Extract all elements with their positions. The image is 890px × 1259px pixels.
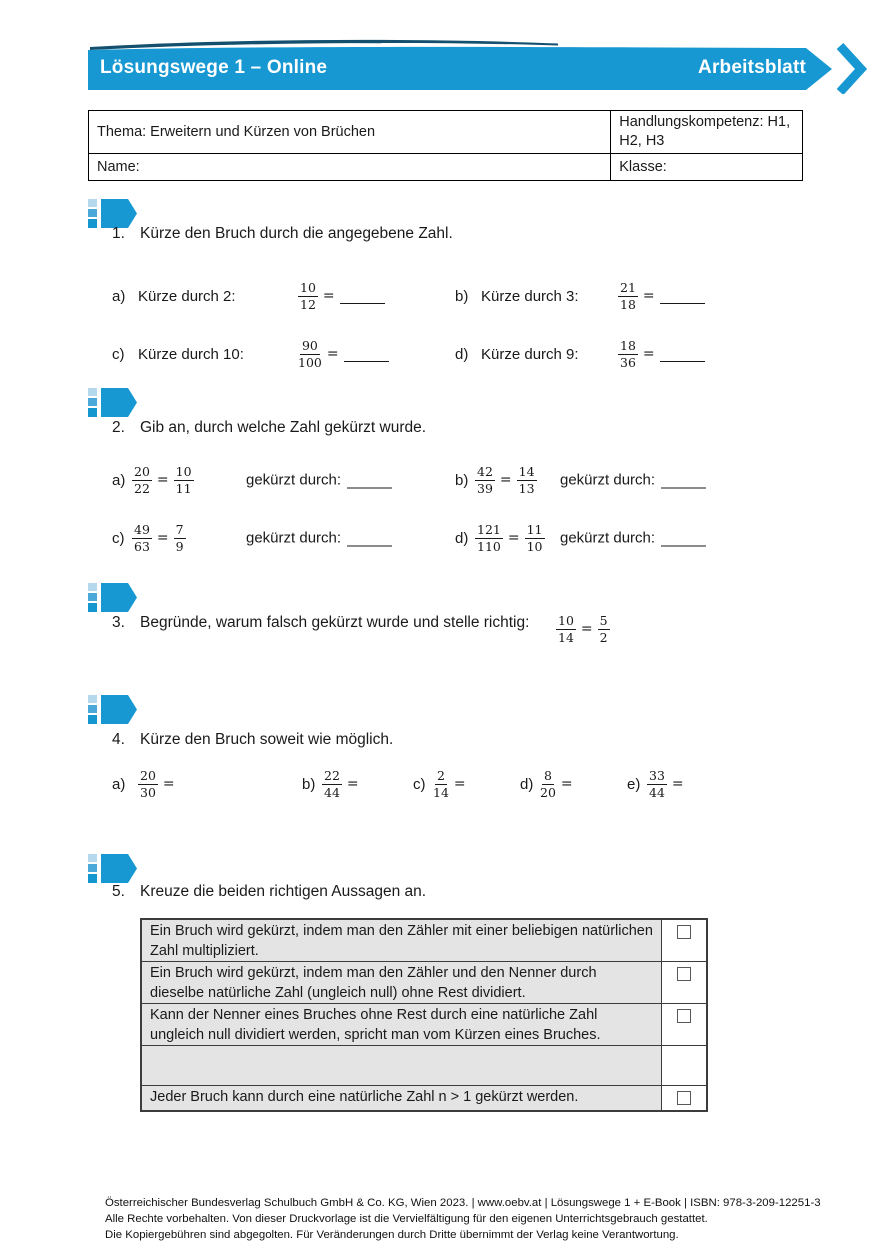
icon-square-dark: [88, 408, 97, 417]
equals-sign: =: [560, 776, 573, 792]
info-row-thema: [89, 111, 803, 154]
exercise-item-fraction: [556, 606, 610, 652]
equals-sign: =: [499, 472, 512, 488]
checkbox[interactable]: [677, 925, 691, 939]
fraction-denominator: 30: [140, 784, 156, 800]
fraction-denominator: 36: [620, 354, 636, 370]
gekuerzt-durch-group: [560, 472, 706, 489]
checkbox[interactable]: [677, 967, 691, 981]
exercise-item-d: [520, 761, 578, 807]
footer-line-3: Die Kopiergebühren sind abgegolten. Für Veränderungen durch Dritte übernimmt der Verlag keine Verantwortung.: [105, 1228, 679, 1241]
footer-line-1: Österreichischer Bundesverlag Schulbuch GmbH & Co. KG, Wien 2023. | www.oebv.at | Lösungswege 1 + E-Book | ISBN: 978-3-209-12251-3: [105, 1197, 821, 1209]
icon-pen-shape: [101, 695, 137, 724]
exercise-4: [88, 695, 828, 825]
exercise-4-title: [112, 731, 393, 749]
icon-pen-shape: [101, 199, 137, 228]
item-label: b): [455, 287, 469, 305]
checkbox[interactable]: [677, 1091, 691, 1105]
icon-square-light: [88, 199, 97, 207]
checkbox-cell: [662, 919, 708, 962]
icon-square-mid: [88, 398, 97, 406]
fraction: [475, 523, 503, 554]
fraction: [433, 769, 449, 800]
fraction-denominator: 14: [558, 629, 574, 645]
icon-square-light: [88, 388, 97, 396]
fraction-denominator: 39: [477, 480, 493, 496]
fraction: [174, 523, 186, 554]
checkbox-cell: [662, 962, 708, 1004]
checkbox-cell: [662, 1004, 708, 1046]
equals-sign: =: [322, 288, 335, 304]
equals-sign: =: [326, 346, 339, 362]
gekuerzt-durch-label: gekürzt durch:: [246, 529, 342, 547]
fraction-denominator: 63: [134, 538, 150, 554]
exercise-item-b: [455, 273, 705, 319]
statement-text: [141, 1046, 662, 1086]
fraction-numerator: 8: [543, 767, 552, 783]
icon-square-light: [88, 854, 97, 862]
exercise-item-b: [302, 761, 364, 807]
name-cell: Name:: [89, 154, 611, 181]
fraction: [618, 339, 638, 370]
gekuerzt-durch-label: gekürzt durch:: [560, 471, 656, 489]
exercise-item-a: [112, 273, 385, 319]
icon-pen-shape: [101, 583, 137, 612]
fraction-denominator: 44: [324, 784, 340, 800]
gekuerzt-durch-group: [560, 530, 706, 547]
icon-square-dark: [88, 219, 97, 228]
fraction-numerator: 7: [175, 521, 184, 537]
fraction-numerator: 20: [134, 463, 150, 479]
answer-blank: [347, 530, 392, 546]
exercise-item-a: [112, 457, 442, 503]
fraction: [556, 614, 576, 645]
fraction-numerator: 18: [620, 337, 636, 353]
answer-blank: [660, 288, 705, 304]
fraction: [174, 465, 194, 496]
item-label: c): [112, 345, 125, 363]
fraction-numerator: 10: [175, 463, 192, 479]
fraction-denominator: 14: [433, 784, 449, 800]
item-label: a): [112, 287, 126, 305]
fraction-denominator: 10: [526, 538, 543, 554]
item-label: b): [302, 775, 316, 793]
fraction: [132, 465, 152, 496]
checkbox-cell: [662, 1086, 708, 1111]
fraction: [132, 523, 152, 554]
info-table: [88, 110, 803, 181]
equals-sign: =: [346, 776, 359, 792]
fraction-numerator: 20: [140, 767, 156, 783]
fraction: [598, 614, 610, 645]
fraction: [298, 339, 322, 370]
fraction-numerator: 5: [599, 612, 608, 628]
statement-text: Jeder Bruch kann durch eine natürliche Zahl n > 1 gekürzt werden.: [141, 1086, 662, 1111]
icon-pen-shape: [101, 388, 137, 417]
fraction-numerator: 14: [518, 463, 535, 479]
fraction-numerator: 90: [301, 337, 318, 353]
exercise-1-title: [112, 225, 453, 243]
fraction-denominator: 100: [298, 354, 322, 370]
fraction-denominator: 44: [649, 784, 665, 800]
thema-cell: Thema: Erweitern und Kürzen von Brüchen: [89, 111, 611, 154]
icon-square-mid: [88, 209, 97, 217]
item-prompt: Kürze durch 9:: [481, 345, 579, 363]
answer-blank: [661, 472, 706, 488]
fraction: [298, 281, 318, 312]
exercise-title-text: Kürze den Bruch durch die angegebene Zahl.: [140, 225, 453, 242]
equals-sign: =: [156, 472, 169, 488]
fraction: [322, 769, 342, 800]
fraction-denominator: 9: [175, 538, 184, 554]
checkbox[interactable]: [677, 1009, 691, 1023]
gekuerzt-durch-group: [246, 530, 392, 547]
fraction: [540, 769, 556, 800]
fraction-denominator: 11: [175, 480, 192, 496]
pencil-marker-icon: [88, 695, 138, 724]
exercise-title-text: Kreuze die beiden richtigen Aussagen an.: [140, 883, 427, 900]
item-label: d): [455, 529, 469, 547]
exercise-item-a: [112, 761, 180, 807]
fraction-numerator: 21: [620, 279, 636, 295]
statement-text: Kann der Nenner eines Bruches ohne Rest durch eine natürliche Zahl ungleich null dividiert werden, spricht man vom Kürzen eines Bruches.: [141, 1004, 662, 1046]
equals-sign: =: [507, 530, 520, 546]
exercise-title-text: Gib an, durch welche Zahl gekürzt wurde.: [140, 419, 427, 436]
fraction-numerator: 10: [558, 612, 574, 628]
answer-blank: [660, 346, 705, 362]
header-banner: [88, 36, 868, 94]
gekuerzt-durch-group: [246, 472, 392, 489]
exercise-item-c: [413, 761, 471, 807]
item-label: a): [112, 471, 126, 489]
fraction-numerator: 10: [300, 279, 316, 295]
answer-blank: [344, 346, 389, 362]
fraction: [138, 769, 158, 800]
fraction-numerator: 121: [477, 521, 501, 537]
statements-table: [140, 918, 708, 1112]
pencil-marker-icon: [88, 199, 138, 228]
item-prompt: Kürze durch 3:: [481, 287, 579, 305]
pencil-marker-icon: [88, 854, 138, 883]
icon-square-mid: [88, 593, 97, 601]
fraction-denominator: 2: [599, 629, 608, 645]
icon-square-dark: [88, 603, 97, 612]
exercise-item-b: [455, 457, 785, 503]
item-label: c): [112, 529, 125, 547]
exercise-title-text: Begründe, warum falsch gekürzt wurde und stelle richtig:: [140, 614, 530, 631]
exercise-number: 1.: [112, 225, 125, 242]
icon-square-mid: [88, 864, 97, 872]
fraction-denominator: 12: [300, 296, 316, 312]
fraction-numerator: 33: [649, 767, 665, 783]
exercise-3: [88, 583, 828, 693]
fraction-numerator: 42: [477, 463, 493, 479]
item-label: e): [627, 775, 641, 793]
fraction: [525, 523, 545, 554]
exercise-item-d: [455, 331, 705, 377]
footer-line-2: Alle Rechte vorbehalten. Von dieser Druckvorlage ist die Vervielfältigung für den eigenen Unterrichtsgebrauch gestattet.: [105, 1212, 708, 1225]
fraction: [618, 281, 638, 312]
fraction-denominator: 13: [518, 480, 535, 496]
exercise-item-d: [455, 515, 785, 561]
fraction: [475, 465, 495, 496]
exercise-item-c: [112, 331, 389, 377]
fraction-denominator: 18: [620, 296, 636, 312]
equals-sign: =: [162, 776, 175, 792]
item-label: a): [112, 775, 126, 793]
exercise-title-text: Kürze den Bruch soweit wie möglich.: [140, 731, 394, 748]
exercise-number: 3.: [112, 614, 125, 631]
equals-sign: =: [580, 621, 593, 637]
pencil-marker-icon: [88, 388, 138, 417]
fraction: [517, 465, 537, 496]
worksheet-series-title: Lösungswege 1 – Online: [100, 57, 328, 78]
checkbox-cell: [662, 1046, 708, 1086]
fraction-numerator: 22: [324, 767, 340, 783]
fraction-numerator: 2: [436, 767, 445, 783]
icon-square-dark: [88, 715, 97, 724]
table-row: [141, 1086, 707, 1111]
table-row: [141, 1004, 707, 1046]
klasse-cell: Klasse:: [611, 154, 803, 181]
item-label: d): [520, 775, 534, 793]
table-row: [141, 919, 707, 962]
fraction-denominator: 22: [134, 480, 150, 496]
equals-sign: =: [671, 776, 684, 792]
icon-square-dark: [88, 874, 97, 883]
icon-square-mid: [88, 705, 97, 713]
kompetenz-cell: Handlungskompetenz: H1, H2, H3: [611, 111, 803, 154]
fraction-denominator: 20: [540, 784, 556, 800]
gekuerzt-durch-label: gekürzt durch:: [246, 471, 342, 489]
table-row: [141, 962, 707, 1004]
item-label: c): [413, 775, 426, 793]
item-prompt: Kürze durch 2:: [138, 287, 236, 305]
fraction-denominator: 110: [477, 538, 501, 554]
exercise-number: 5.: [112, 883, 125, 900]
item-label: d): [455, 345, 469, 363]
info-row-name: [89, 154, 803, 181]
header-chevron-icon: [840, 46, 861, 92]
equals-sign: =: [642, 288, 655, 304]
gekuerzt-durch-label: gekürzt durch:: [560, 529, 656, 547]
statement-text: Ein Bruch wird gekürzt, indem man den Zähler und den Nenner durch dieselbe natürliche Zahl (ungleich null) ohne Rest dividiert.: [141, 962, 662, 1004]
item-prompt: Kürze durch 10:: [138, 345, 244, 363]
exercise-number: 2.: [112, 419, 125, 436]
icon-square-light: [88, 583, 97, 591]
fraction: [647, 769, 667, 800]
icon-pen-shape: [101, 854, 137, 883]
worksheet-type-title: Arbeitsblatt: [698, 57, 806, 78]
exercise-1: [88, 199, 828, 389]
table-row-empty: [141, 1046, 707, 1086]
equals-sign: =: [453, 776, 466, 792]
exercise-number: 4.: [112, 731, 125, 748]
exercise-item-e: [627, 761, 689, 807]
icon-square-light: [88, 695, 97, 703]
answer-blank: [661, 530, 706, 546]
item-label: b): [455, 471, 469, 489]
answer-blank: [340, 288, 385, 304]
answer-blank: [347, 472, 392, 488]
equals-sign: =: [642, 346, 655, 362]
fraction-numerator: 49: [134, 521, 150, 537]
exercise-3-title: [112, 614, 529, 632]
exercise-item-c: [112, 515, 442, 561]
statement-text: Ein Bruch wird gekürzt, indem man den Zähler mit einer beliebigen natürlichen Zahl multipliziert.: [141, 919, 662, 962]
fraction-numerator: 11: [526, 521, 543, 537]
exercise-5-title: [112, 883, 426, 901]
equals-sign: =: [156, 530, 169, 546]
pencil-marker-icon: [88, 583, 138, 612]
exercise-2-title: [112, 419, 426, 437]
exercise-5: [88, 854, 828, 1124]
exercise-2: [88, 388, 828, 583]
footer-imprint: [105, 1196, 821, 1244]
